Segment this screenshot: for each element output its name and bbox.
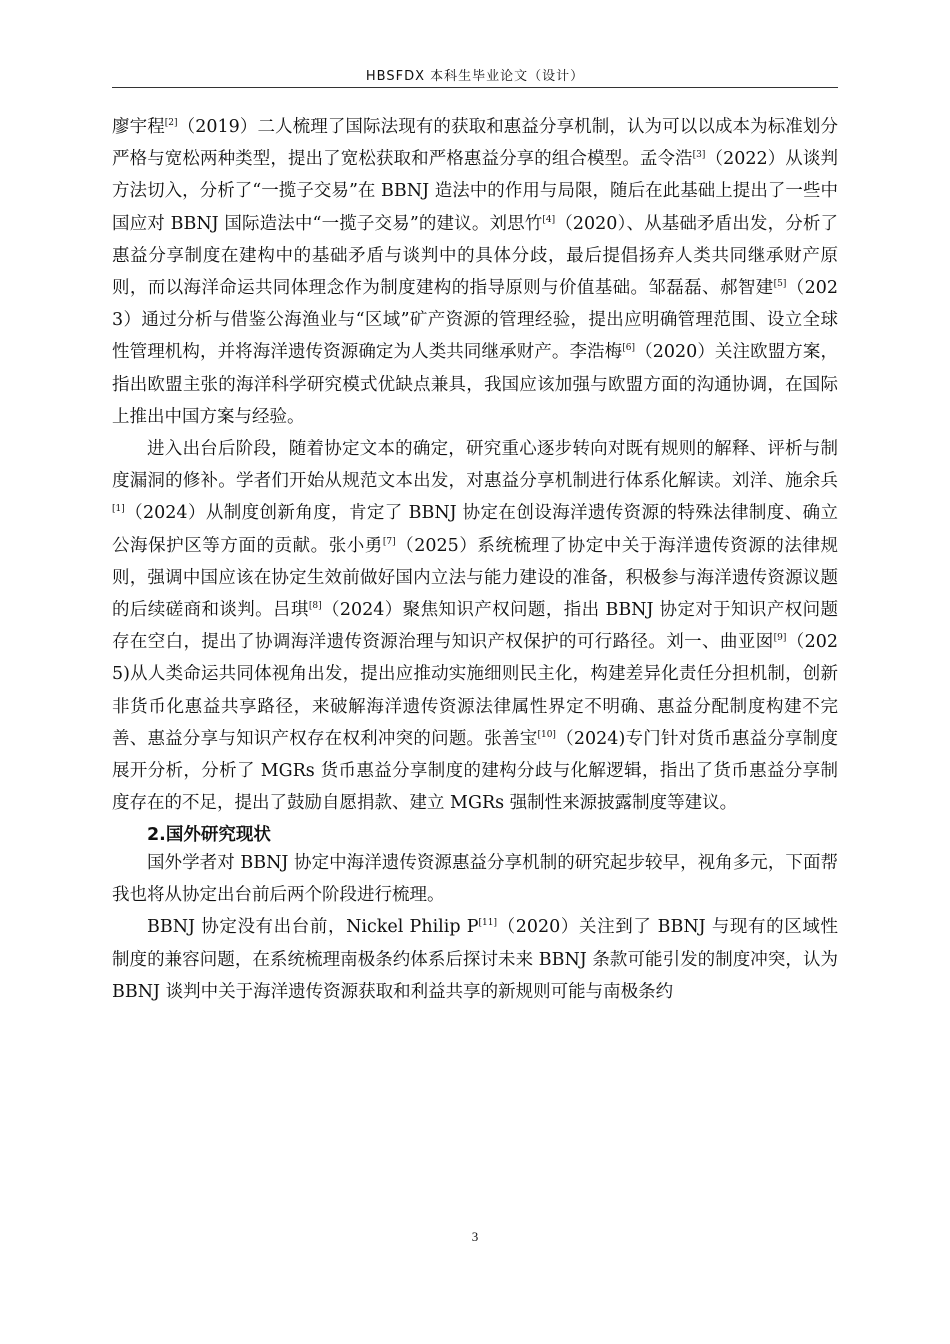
paragraph-text: BBNJ 协定没有出台前，Nickel Philip P bbox=[147, 917, 479, 938]
citation-ref: [10] bbox=[537, 730, 556, 741]
citation-ref: [5] bbox=[773, 279, 787, 290]
citation-ref: [1] bbox=[112, 504, 125, 515]
paragraph-text: （2020）关注到了 BBNJ 与现有的区域性制度的兼容问题，在系统梳理南极条约体系后探讨未来 BBNJ 条款可能引发的制度冲突，认为 BBNJ 谈判中关于海洋遗传资源获取和利益共享的新规则可能与南极条约 bbox=[112, 917, 838, 1002]
paragraph-text: 国外学者对 BBNJ 协定中海洋遗传资源惠益分享机制的研究起步较早，视角多元，下面帮我也将从协定出台前后两个阶段进行梳理。 bbox=[112, 853, 838, 906]
paragraph-text: （2024)专门针对货币惠益分享制度展开分析，分析了 MGRs 货币惠益分享制度的建构分歧与化解逻辑，指出了货币惠益分享制度存在的不足，提出了鼓励自愿捐款、建立 MGRs 强制性来源披露制度等建议。 bbox=[112, 728, 838, 814]
paragraph-text: （2020）关注欧盟方案，指出欧盟主张的海洋科学研究模式优缺点兼具，我国应该加强与欧盟方面的沟通协调，在国际上推出中国方案与经验。 bbox=[112, 342, 839, 427]
citation-ref: [7] bbox=[382, 536, 396, 547]
paragraph bbox=[112, 111, 838, 433]
page-number: 3 bbox=[471, 1229, 479, 1244]
section-heading: 2.国外研究现状 bbox=[147, 825, 271, 846]
page-header: HBSFDX 本科生毕业论文（设计） bbox=[365, 69, 585, 84]
paragraph-text: （2023）通过分析与借鉴公海渔业与“区域”矿产资源的管理经验，提出应明确管理范围、设立全球性管理机构，并将海洋遗传资源确定为人类共同继承财产。李浩梅 bbox=[112, 278, 839, 363]
paragraph-text: 廖宇程 bbox=[112, 117, 165, 137]
citation-ref: [8] bbox=[308, 601, 322, 612]
paragraph-text: 进入出台后阶段，随着协定文本的确定，研究重心逐步转向对既有规则的解释、评析与制度漏洞的修补。学者们开始从规范文本出发，对惠益分享机制进行体系化解读。刘洋、施余兵 bbox=[112, 439, 838, 492]
paragraph bbox=[112, 847, 838, 911]
paragraph-text: （2025)从人类命运共同体视角出发，提出应推动实施细则民主化，构建差异化责任分担机制，创新非货币化惠益共享路径，来破解海洋遗传资源法律属性界定不明确、惠益分配制度构建不完善、惠益分享与知识产权存在权利冲突的问题。张善宝 bbox=[112, 632, 839, 749]
paragraph-text: （2019）二人梳理了国际法现有的获取和惠益分享机制，认为可以以成本为标准划分严格与宽松两种类型，提出了宽松获取和严格惠益分享的组合模型。孟令浩 bbox=[112, 117, 838, 170]
citation-ref: [4] bbox=[542, 214, 556, 225]
paragraph bbox=[112, 433, 838, 819]
paragraph-text: （2020）、从基础矛盾出发，分析了惠益分享制度在建构中的基础矛盾与谈判中的具体分歧，最后提倡扬弃人类共同继承财产原则，而以海洋命运共同体理念作为制度建构的指导原则与价值基础。邹磊磊、郝智建 bbox=[112, 213, 838, 299]
paragraph-text: （2024）聚焦知识产权问题，指出 BBNJ 协定对于知识产权问题存在空白，提出了协调海洋遗传资源治理与知识产权保护的可行路径。刘一、曲亚囡 bbox=[112, 600, 838, 653]
citation-ref: [11] bbox=[478, 918, 498, 929]
citation-ref: [6] bbox=[622, 343, 636, 354]
citation-ref: [9] bbox=[773, 633, 787, 644]
paragraph bbox=[112, 911, 838, 1008]
header-rule bbox=[112, 87, 838, 88]
paragraph-text: （2025）系统梳理了协定中关于海洋遗传资源的法律规则，强调中国应该在协定生效前做好国内立法与能力建设的准备，积极参与海洋遗传资源议题的后续磋商和谈判。吕琪 bbox=[112, 535, 838, 621]
paragraph-text: （2024）从制度创新角度，肯定了 BBNJ 协定在创设海洋遗传资源的特殊法律制度、确立公海保护区等方面的贡献。张小勇 bbox=[112, 503, 838, 556]
paragraph-text: （2022）从谈判方法切入，分析了“一揽子交易”在 BBNJ 造法中的作用与局限，随后在此基础上提出了一些中国应对 BBNJ 国际造法中“一揽子交易”的建议。刘思竹 bbox=[112, 149, 838, 234]
page-body bbox=[112, 111, 838, 1008]
citation-ref: [2] bbox=[164, 118, 178, 129]
citation-ref: [3] bbox=[692, 150, 706, 161]
